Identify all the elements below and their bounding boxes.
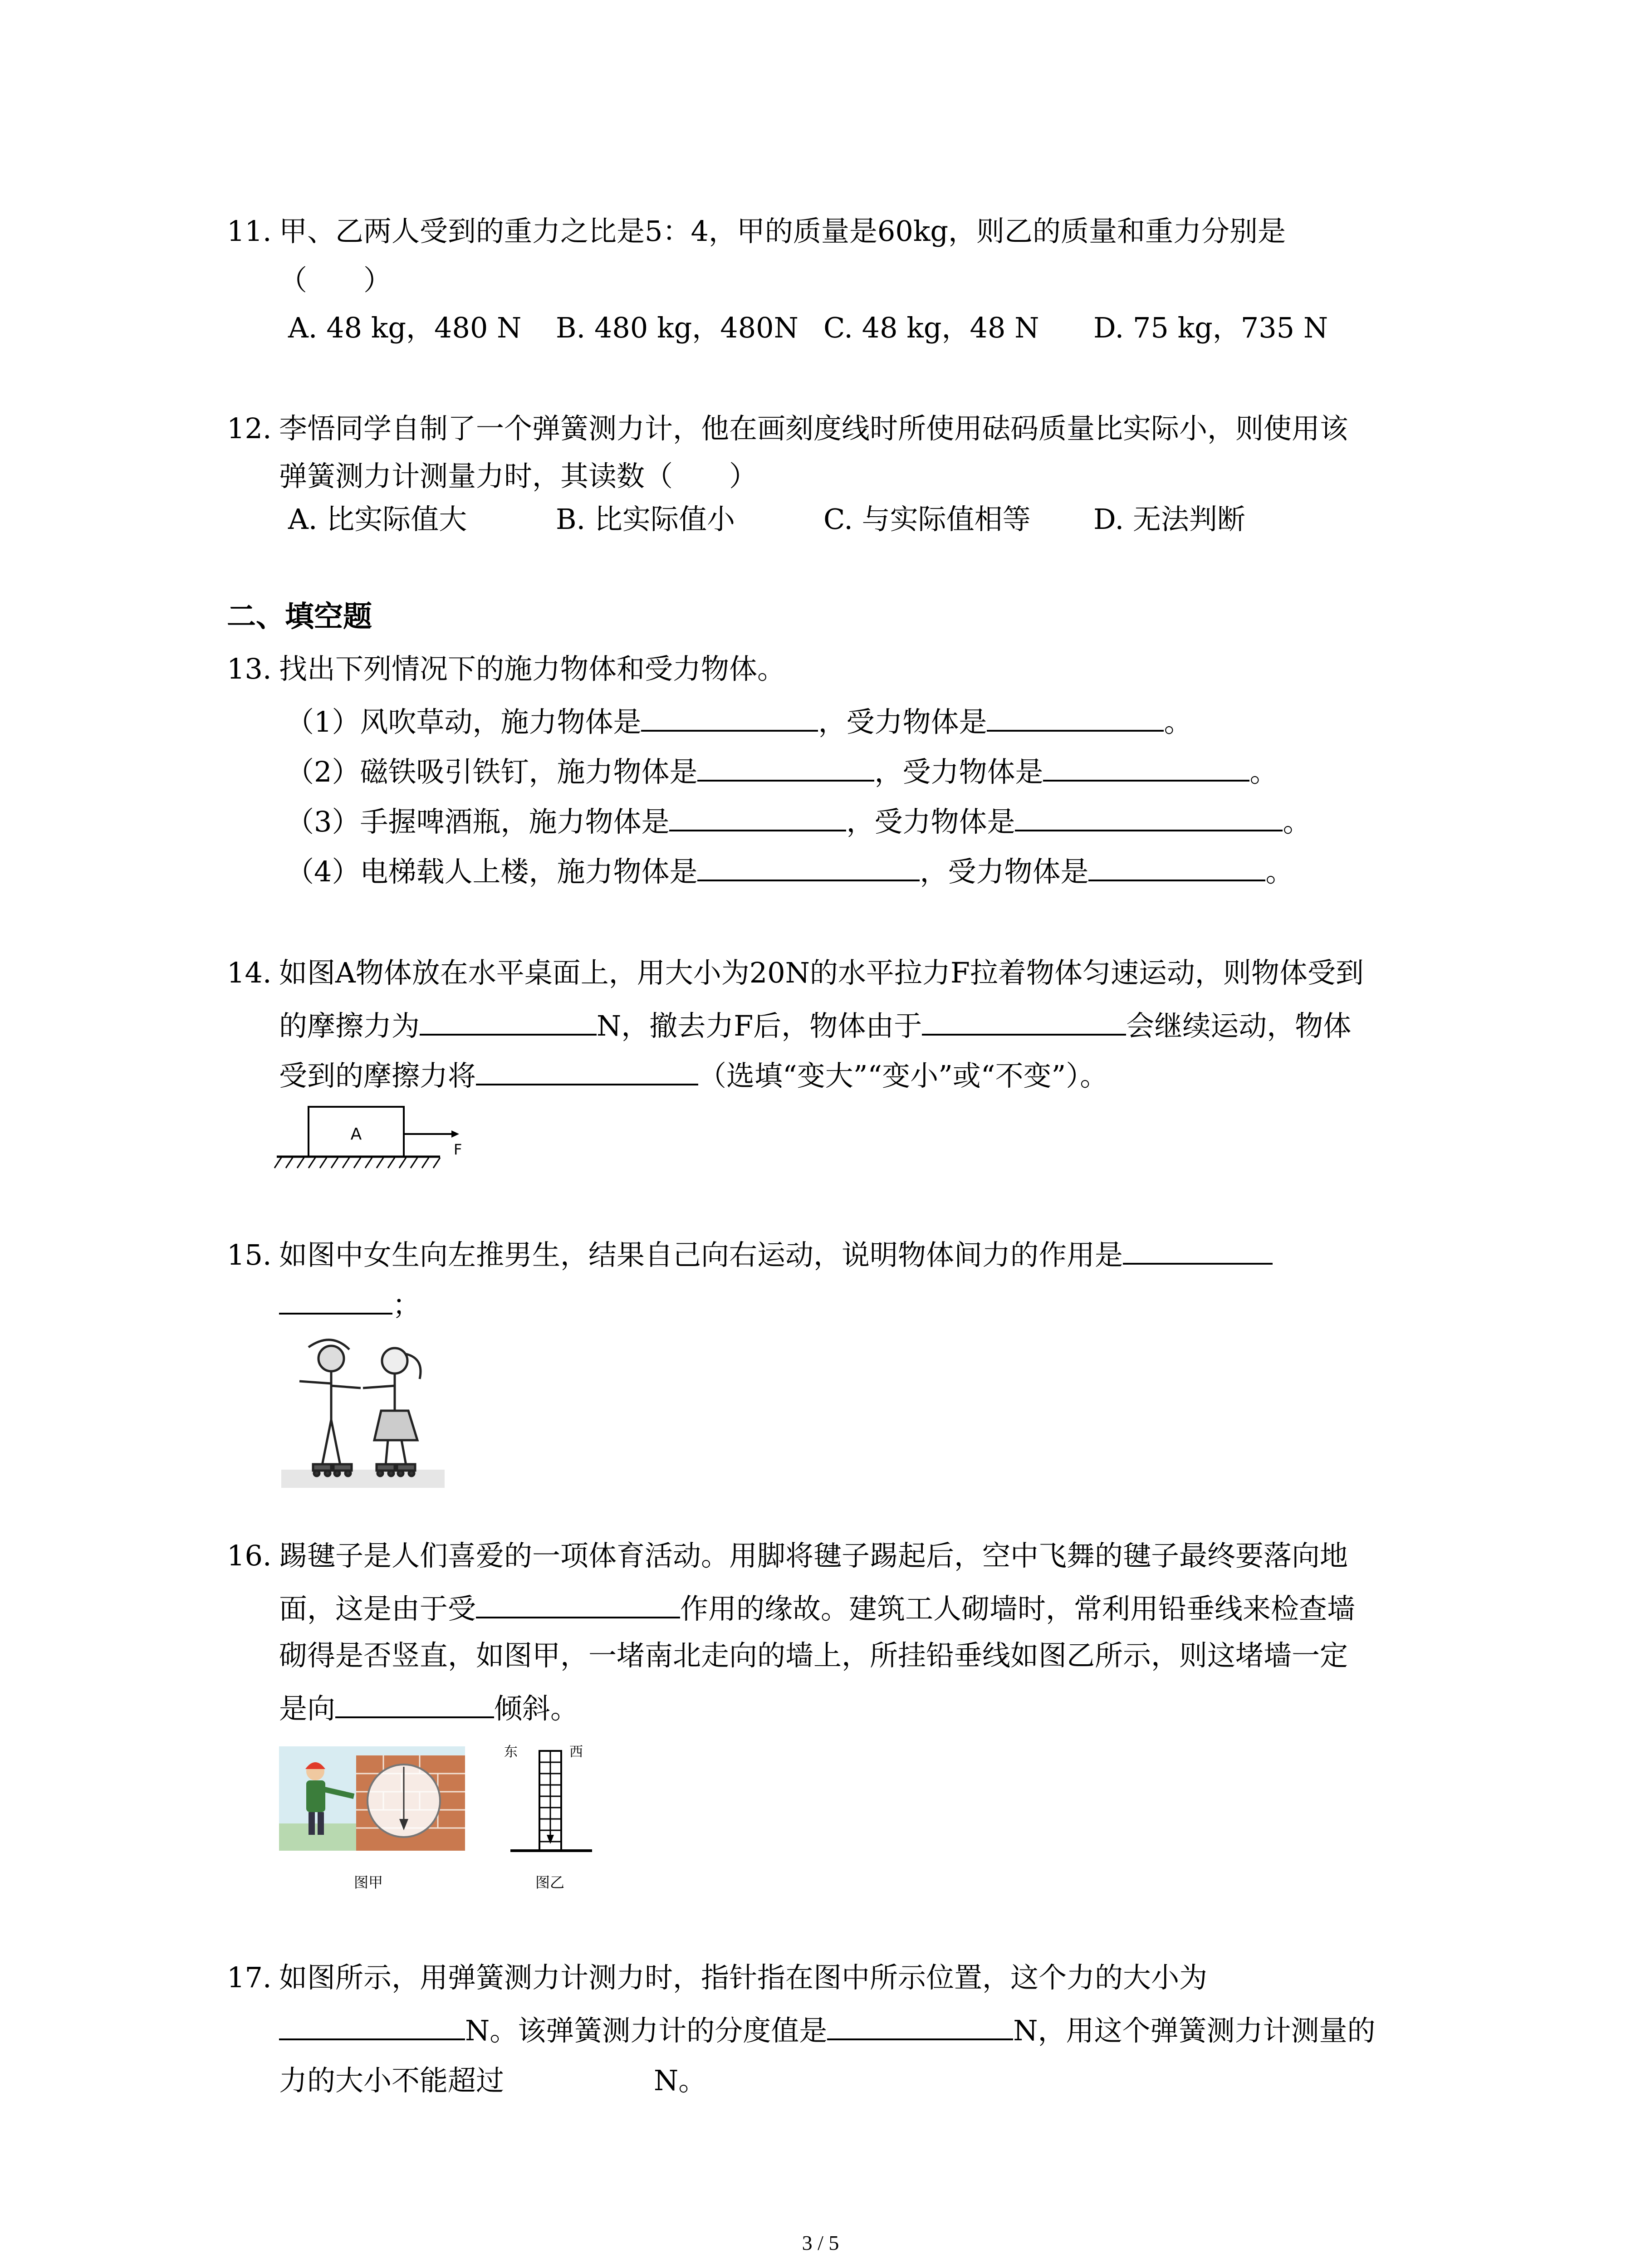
q17-line-1 <box>227 1960 1207 1996</box>
q17-line-2-b: N，用这个弹簧测力计测量的 <box>1013 2014 1376 2047</box>
q11-answer-paren: （ ） <box>279 264 392 297</box>
q12-option-d: D. 无法判断 <box>1093 503 1245 536</box>
q13-item-1-blank-1[interactable] <box>641 701 818 732</box>
q16-line-2-b: 作用的缘故。建筑工人砌墙时，常利用铅垂线来检查墙 <box>680 1592 1356 1625</box>
section-title-fill-in: 二、填空题 <box>227 600 372 634</box>
q11-option-d: D. 75 kg，735 N <box>1093 311 1328 344</box>
q13-item-3-c: 。 <box>1283 805 1311 838</box>
q17-blank-max[interactable] <box>504 2059 654 2090</box>
q16-line-4-a: 是向 <box>279 1692 336 1725</box>
q13-item-3-blank-1[interactable] <box>669 801 846 831</box>
q16-line-4 <box>279 1687 578 1727</box>
q13-item-2-c: 。 <box>1249 755 1278 788</box>
q13-item-2-a: （2）磁铁吸引铁钉，施力物体是 <box>286 755 698 788</box>
q13-item-4-blank-2[interactable] <box>1088 850 1265 881</box>
label-east: 东 <box>504 1744 518 1760</box>
q13-item-1-blank-2[interactable] <box>987 701 1164 732</box>
q17-line-1-text: 如图所示，用弹簧测力计测力时，指针指在图中所示位置，这个力的大小为 <box>279 1961 1208 1994</box>
q14-line-3-b: （选填“变大”“变小”或“不变”）。 <box>698 1059 1108 1092</box>
q16-blank-direction[interactable] <box>335 1687 494 1718</box>
q14-line-2 <box>279 1005 1351 1044</box>
q16-line-3-text: 砌得是否竖直，如图甲，一堵南北走向的墙上，所挂铅垂线如图乙所示，则这堵墙一定 <box>279 1639 1348 1672</box>
q15-line-2 <box>279 1284 421 1323</box>
q12-line-1-text: 李悟同学自制了一个弹簧测力计，他在画刻度线时所使用砝码质量比实际小，则使用该 <box>279 412 1348 445</box>
q13-item-3-a: （3）手握啤酒瓶，施力物体是 <box>286 805 670 838</box>
q11-stem-line <box>227 213 1286 249</box>
q16-figure-b-caption: 图乙 <box>535 1874 565 1891</box>
q17-line-3 <box>279 2059 706 2099</box>
block-a-label: A <box>350 1125 362 1144</box>
q11-stem: 甲、乙两人受到的重力之比是5：4，甲的质量是60kg，则乙的质量和重力分别是 <box>279 215 1286 248</box>
q13-item-3-b: ，受力物体是 <box>846 805 1015 838</box>
q13-item-1-c: 。 <box>1164 705 1192 738</box>
q17-line-2 <box>279 2009 1376 2049</box>
q12-line-2-text: 弹簧测力计测量力时，其读数（ ） <box>279 459 758 493</box>
q16-line-2-a: 面，这是由于受 <box>279 1592 476 1625</box>
q12-option-b: B. 比实际值小 <box>556 503 735 536</box>
q15-line-1-text: 如图中女生向左推男生，结果自己向右运动，说明物体间力的作用是 <box>279 1238 1123 1271</box>
q14-line-2-b: N，撤去力F后，物体由于 <box>597 1009 922 1042</box>
q13-stem: 找出下列情况下的施力物体和受力物体。 <box>279 652 786 685</box>
q16-figure-a-bricklayer <box>279 1746 465 1851</box>
q11-paren-line <box>279 262 392 298</box>
q16-figure-b-wall-plumb <box>501 1742 601 1864</box>
q13-item-4-blank-1[interactable] <box>697 850 920 881</box>
q13-item-1 <box>286 701 1192 740</box>
q13-item-4-c: 。 <box>1265 855 1294 888</box>
q15-figure-skaters-pushing <box>281 1334 445 1488</box>
q14-line-1 <box>227 955 1364 991</box>
q12-line-2 <box>279 458 757 494</box>
boy-figure <box>299 1340 361 1476</box>
q14-blank-change[interactable] <box>476 1055 698 1085</box>
q17-line-3-b: N。 <box>654 2064 707 2097</box>
q13-item-3-blank-2[interactable] <box>1015 801 1283 831</box>
q16-line-1-text: 踢毽子是人们喜爱的一项体育活动。用脚将毽子踢起后，空中飞舞的毽子最终要落向地 <box>279 1539 1348 1572</box>
q15-line-2-end: ； <box>392 1288 421 1321</box>
q17-blank-division[interactable] <box>827 2009 1013 2040</box>
q16-figure-a-caption: 图甲 <box>354 1874 383 1891</box>
q13-item-4-b: ，受力物体是 <box>920 855 1089 888</box>
label-west: 西 <box>569 1744 583 1760</box>
q14-line-2-a: 的摩擦力为 <box>279 1009 420 1042</box>
q17-line-3-a: 力的大小不能超过 <box>279 2064 505 2097</box>
q14-figure-block-on-table <box>272 1102 476 1175</box>
q13-item-2 <box>286 751 1278 790</box>
q14-line-2-c: 会继续运动，物体 <box>1126 1009 1352 1042</box>
q13-stem-line <box>227 651 785 687</box>
q17-blank-force[interactable] <box>279 2009 465 2040</box>
force-label: F <box>454 1141 462 1158</box>
q13-item-1-b: ，受力物体是 <box>818 705 987 738</box>
girl-figure <box>363 1348 421 1476</box>
q13-item-2-blank-1[interactable] <box>697 751 874 782</box>
q15-number: 15. <box>227 1238 272 1271</box>
q14-blank-inertia[interactable] <box>922 1005 1126 1036</box>
q11-options <box>0 310 1641 346</box>
q13-item-3 <box>286 801 1311 840</box>
page-number: 3 / 5 <box>802 2231 839 2254</box>
q15-blank-part-2[interactable] <box>279 1284 392 1315</box>
q13-number: 13. <box>227 652 272 685</box>
q14-line-1-text: 如图A物体放在水平桌面上，用大小为20N的水平拉力F拉着物体匀速运动，则物体受到 <box>279 956 1364 989</box>
q13-item-1-a: （1）风吹草动，施力物体是 <box>286 705 642 738</box>
q14-line-3 <box>279 1055 1108 1094</box>
q12-option-a: A. 比实际值大 <box>288 503 467 536</box>
q12-option-c: C. 与实际值相等 <box>823 503 1031 536</box>
table-hatching <box>274 1158 440 1168</box>
q14-number: 14. <box>227 956 272 989</box>
q15-blank-part-1[interactable] <box>1123 1234 1273 1265</box>
q14-blank-friction[interactable] <box>420 1005 597 1036</box>
q15-line-1 <box>227 1234 1273 1273</box>
force-arrow-head <box>451 1130 459 1138</box>
q13-item-4 <box>286 850 1293 890</box>
q11-option-a: A. 48 kg，480 N <box>288 311 522 344</box>
q12-line-1 <box>227 411 1348 447</box>
q16-line-2 <box>279 1588 1355 1627</box>
q16-line-1 <box>227 1538 1348 1574</box>
q11-option-c: C. 48 kg，48 N <box>823 311 1039 344</box>
q16-blank-gravity[interactable] <box>476 1588 680 1618</box>
q16-line-4-b: 倾斜。 <box>494 1692 579 1725</box>
q13-item-2-blank-2[interactable] <box>1043 751 1249 782</box>
q17-line-2-a: N。该弹簧测力计的分度值是 <box>465 2014 828 2047</box>
q13-item-4-a: （4）电梯载人上楼，施力物体是 <box>286 855 698 888</box>
q14-line-3-a: 受到的摩擦力将 <box>279 1059 476 1092</box>
q16-line-3 <box>279 1637 1348 1674</box>
q12-options <box>0 501 1641 538</box>
q12-number: 12. <box>227 412 272 445</box>
q16-number: 16. <box>227 1539 272 1572</box>
q11-number: 11. <box>227 215 272 248</box>
q11-option-b: B. 480 kg，480N <box>556 311 798 344</box>
q13-item-2-b: ，受力物体是 <box>874 755 1043 788</box>
q17-number: 17. <box>227 1961 272 1994</box>
